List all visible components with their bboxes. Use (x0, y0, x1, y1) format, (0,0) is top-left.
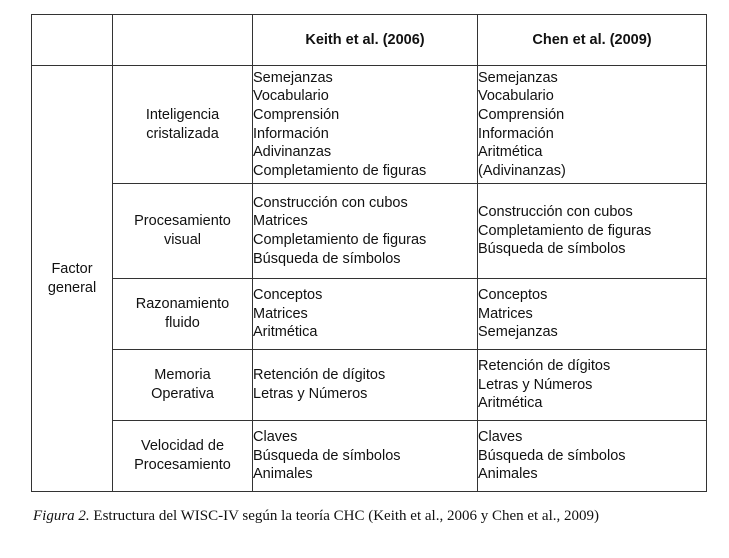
table-row (32, 421, 707, 492)
ability-label-line: Inteligencia (145, 106, 220, 123)
subtest-item: Información (253, 125, 329, 142)
subtest-item: Comprensión (478, 106, 565, 123)
factor-general-cell (32, 66, 113, 492)
subtest-item: Adivinanzas (253, 144, 332, 161)
ability-label-line: Razonamiento (135, 296, 230, 312)
subtest-item: Matrices (253, 213, 308, 230)
ability-label-line: Procesamiento (134, 213, 231, 229)
header-factor-cell (32, 15, 113, 66)
factor-label-line: general (47, 279, 97, 296)
figure-label: Figura 2. (33, 508, 90, 524)
ability-label-line: Procesamiento (134, 457, 231, 473)
ability-cell (113, 184, 253, 279)
subtest-item: Claves (478, 429, 523, 446)
subtest-item: Claves (253, 429, 298, 446)
keith-subtests-cell (253, 279, 478, 350)
ability-label-line: visual (163, 232, 202, 248)
ability-label-line: Velocidad de (140, 438, 225, 454)
chen-subtests-cell (478, 350, 707, 421)
subtest-item: Letras y Números (253, 386, 368, 402)
subtest-item: Búsqueda de símbolos (253, 447, 401, 464)
chen-subtests-cell (478, 184, 707, 279)
subtest-item: Construcción con cubos (478, 204, 633, 221)
chen-subtests-cell (478, 66, 707, 184)
subtest-item: Semejanzas (253, 69, 333, 86)
subtest-item: Letras y Números (478, 376, 593, 393)
ability-label-line: cristalizada (146, 125, 219, 142)
subtest-item: Construcción con cubos (253, 194, 408, 211)
subtest-item: Información (478, 125, 554, 142)
ability-cell (113, 350, 253, 421)
header-row (32, 15, 707, 66)
keith-subtests-cell (253, 350, 478, 421)
subtest-item: Animales (253, 466, 313, 483)
subtest-item: Matrices (478, 305, 533, 322)
table-row (32, 66, 707, 184)
figure-caption (33, 508, 599, 525)
subtest-item: Búsqueda de símbolos (253, 250, 401, 267)
chen-subtests-cell (478, 279, 707, 350)
subtest-item: Búsqueda de símbolos (478, 241, 626, 258)
header-ability-cell (113, 15, 253, 66)
subtest-item: Conceptos (478, 287, 548, 304)
figure-caption-text: Estructura del WISC-IV según la teoría CHC (Keith et al., 2006 y Chen et al., 2009) (89, 508, 600, 524)
factor-label-line: Factor (51, 260, 93, 277)
subtest-item: Retención de dígitos (478, 358, 611, 375)
subtest-item: Búsqueda de símbolos (478, 447, 626, 464)
subtest-item: (Adivinanzas) (478, 162, 566, 179)
subtest-item: Comprensión (253, 106, 340, 123)
subtest-item: Aritmética (478, 395, 543, 412)
subtest-item: Aritmética (253, 324, 318, 341)
table-row (32, 350, 707, 421)
header-keith: Keith et al. (2006) (253, 15, 478, 66)
wisc-structure-table (31, 14, 707, 492)
subtest-item: Conceptos (253, 287, 323, 304)
ability-label-line: Memoria (154, 367, 211, 383)
keith-subtests-cell (253, 421, 478, 492)
table-row (32, 184, 707, 279)
subtest-item: Animales (478, 466, 538, 483)
subtest-item: Completamiento de figuras (253, 162, 427, 179)
chen-subtests-cell (478, 421, 707, 492)
subtest-item: Completamiento de figuras (253, 232, 427, 248)
keith-subtests-cell (253, 184, 478, 279)
subtest-item: Aritmética (478, 144, 543, 161)
table-row (32, 279, 707, 350)
ability-label-line: Operativa (151, 386, 214, 402)
ability-cell (113, 279, 253, 350)
ability-label-line: fluido (165, 315, 200, 331)
ability-cell (113, 66, 253, 184)
subtest-item: Completamiento de figuras (478, 222, 652, 239)
header-chen: Chen et al. (2009) (478, 15, 707, 66)
subtest-item: Vocabulario (253, 88, 329, 105)
ability-cell (113, 421, 253, 492)
subtest-item: Semejanzas (478, 324, 558, 341)
subtest-item: Semejanzas (478, 69, 558, 86)
subtest-item: Vocabulario (478, 88, 554, 105)
keith-subtests-cell (253, 66, 478, 184)
subtest-item: Retención de dígitos (253, 367, 386, 384)
subtest-item: Matrices (253, 305, 308, 322)
